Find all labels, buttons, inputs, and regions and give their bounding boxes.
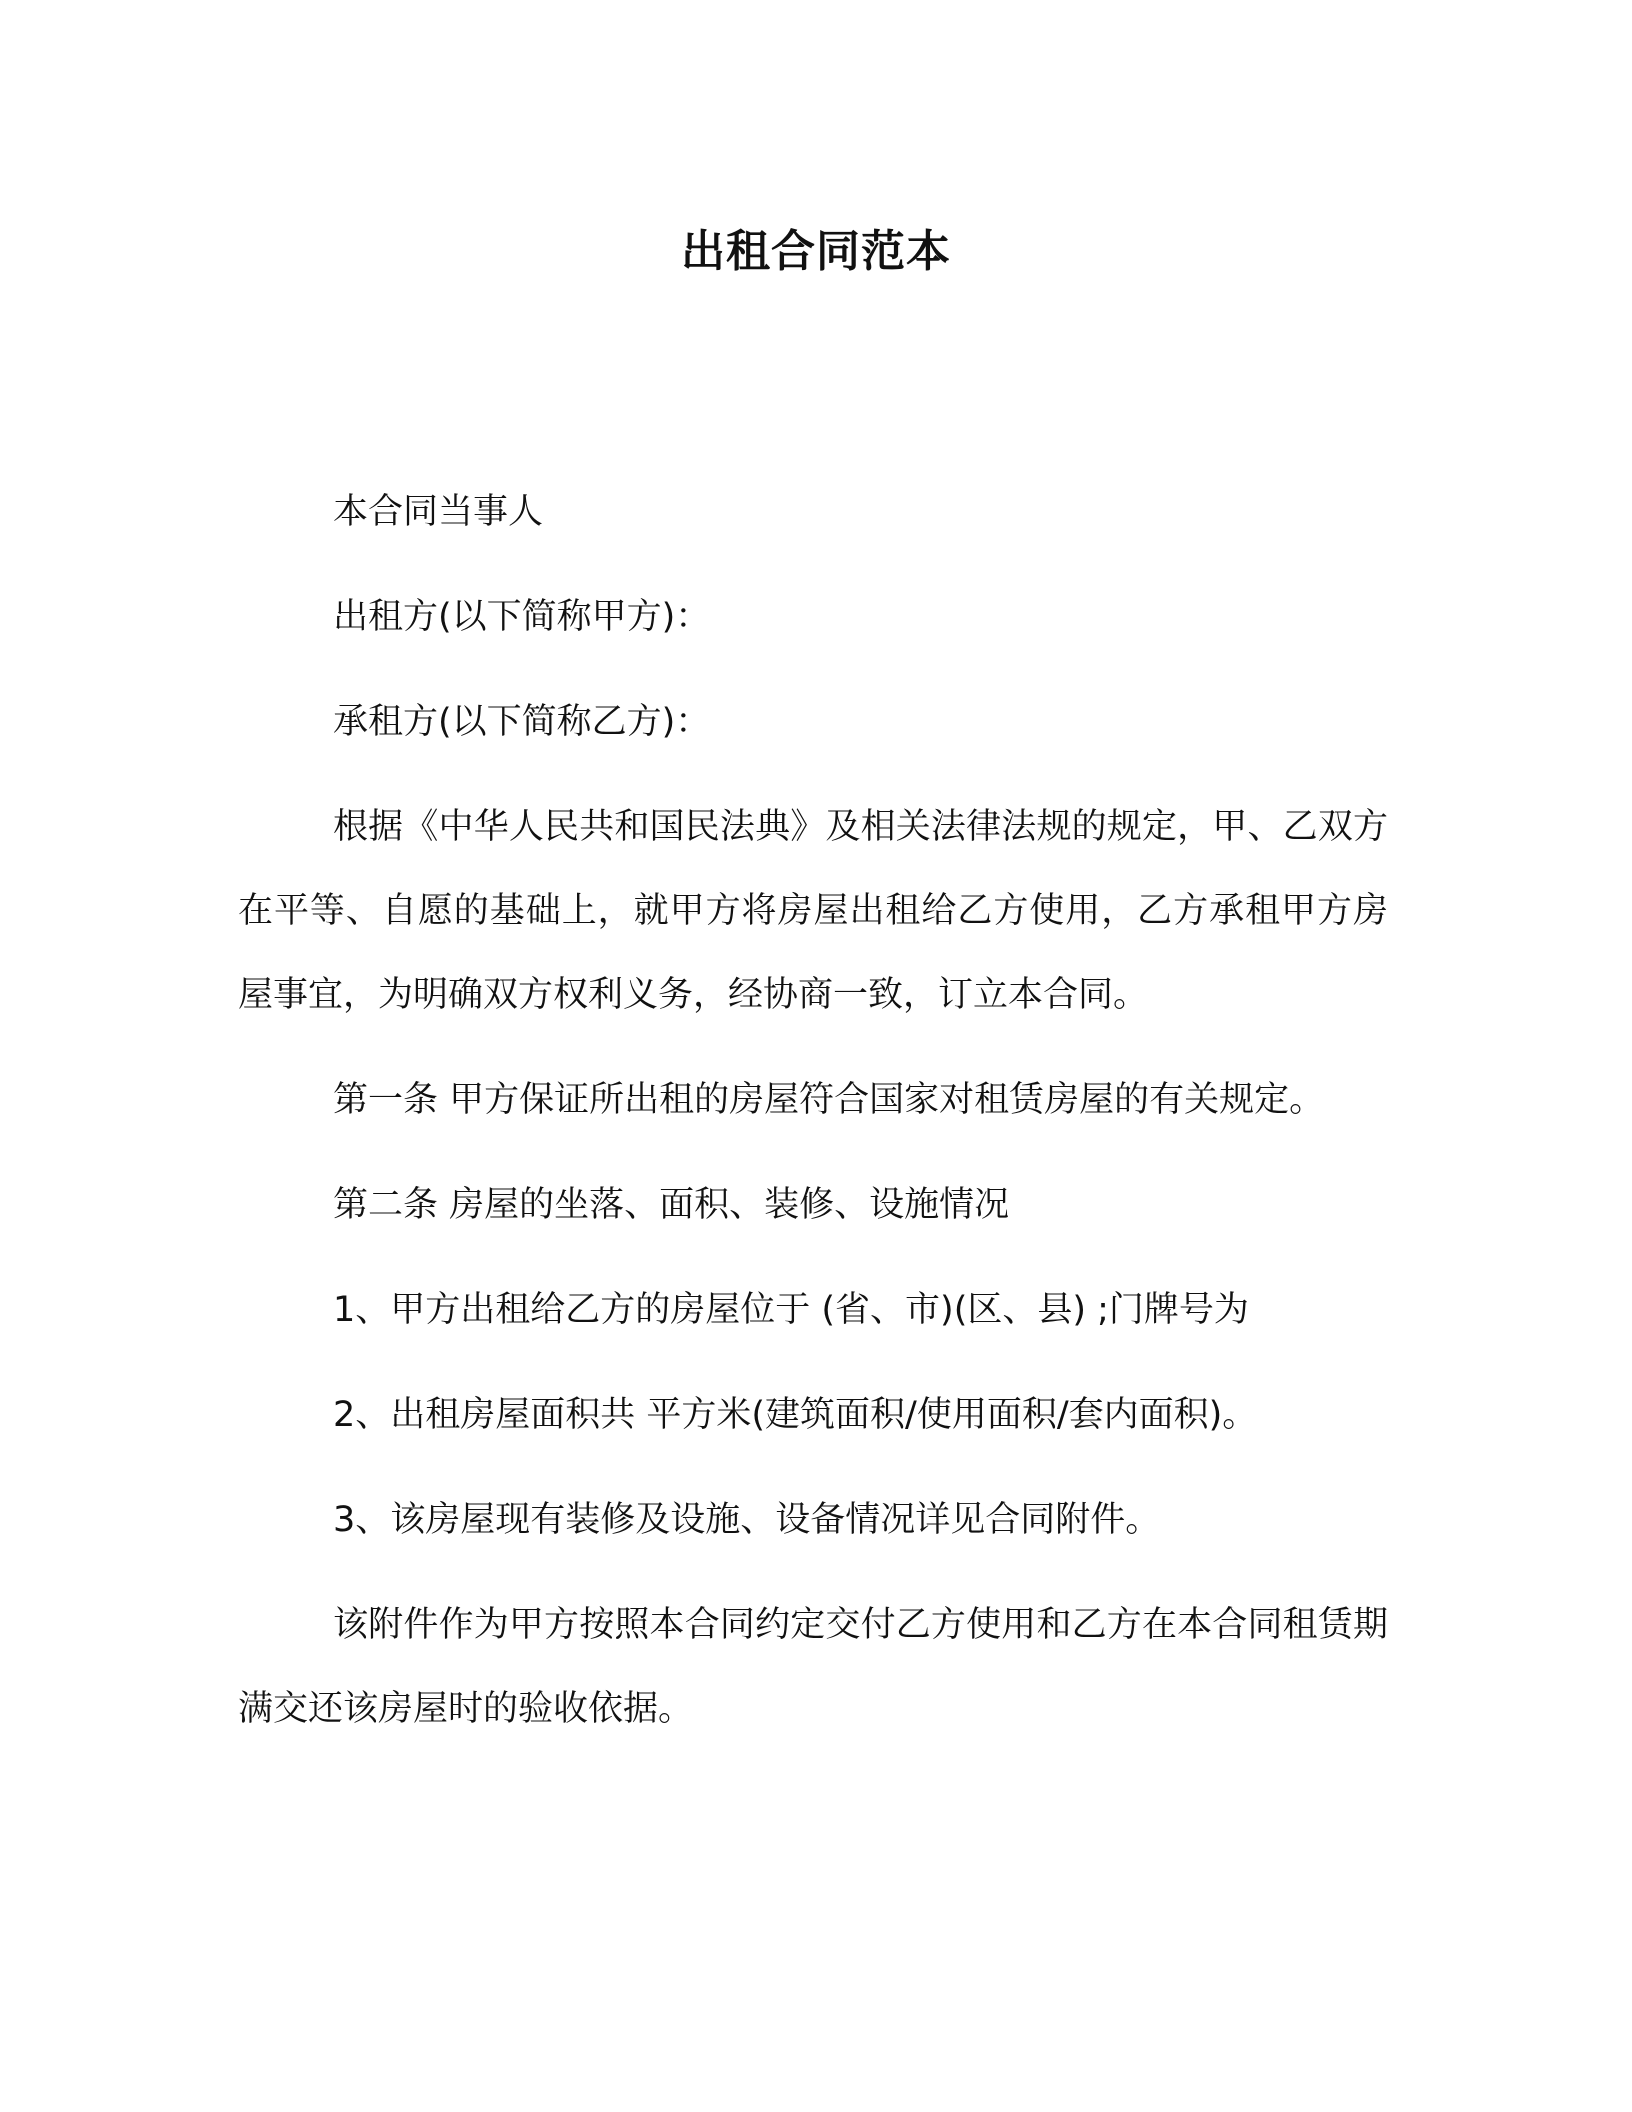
paragraph-preamble: 根据《中华人民共和国民法典》及相关法律法规的规定，甲、乙双方在平等、自愿的基础上，就甲方将房屋出租给乙方使用，乙方承租甲方房屋事宜，为明确双方权利义务，经协商一致，订立本合同。 [238,807,1388,1015]
paragraph-item-1: 1、甲方出租给乙方的房屋位于 (省、市)(区、县) ;门牌号为 [333,1290,1249,1330]
document-title: 出租合同范本 [681,226,951,277]
paragraph-item-2: 2、出租房屋面积共 平方米(建筑面积/使用面积/套内面积)。 [333,1395,1258,1435]
paragraph-article-1: 第一条 甲方保证所出租的房屋符合国家对租赁房屋的有关规定。 [333,1080,1325,1120]
paragraph-article-2: 第二条 房屋的坐落、面积、装修、设施情况 [333,1185,1010,1225]
document-body [238,486,1388,1788]
paragraph-parties-heading: 本合同当事人 [333,492,544,532]
paragraph-lessee: 承租方(以下简称乙方)： [333,702,711,742]
paragraph-lessor: 出租方(以下简称甲方)： [333,597,711,637]
paragraph-annex-note: 该附件作为甲方按照本合同约定交付乙方使用和乙方在本合同租赁期满交还该房屋时的验收依据。 [238,1605,1388,1729]
paragraph-item-3: 3、该房屋现有装修及设施、设备情况详见合同附件。 [333,1500,1161,1540]
